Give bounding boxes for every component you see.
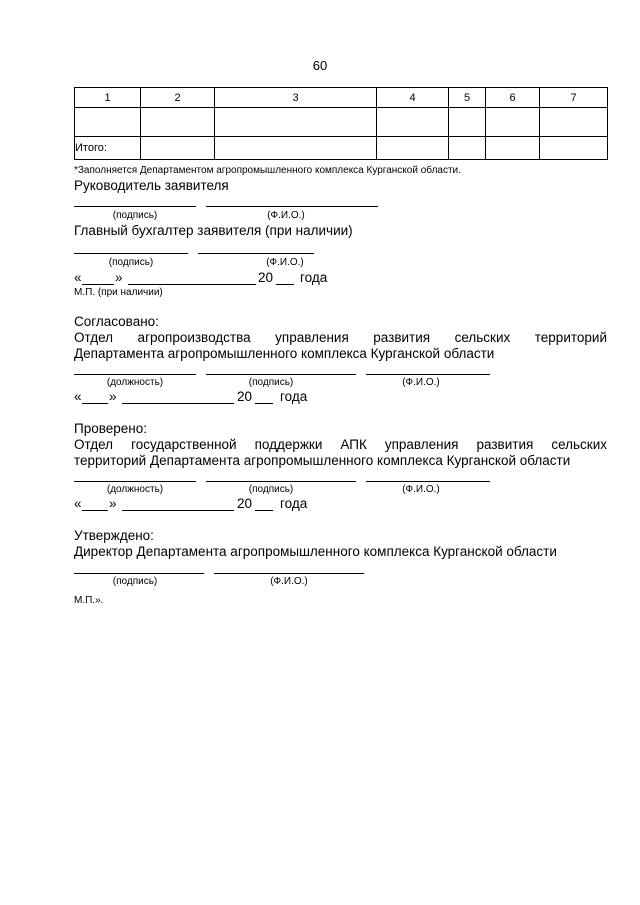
stamp-note: М.П.». bbox=[74, 595, 104, 606]
column-header: 6 bbox=[486, 88, 540, 108]
fio-label: (Ф.И.О.) bbox=[270, 576, 308, 587]
column-header: 7 bbox=[540, 88, 608, 108]
checked-heading: Проверено: bbox=[74, 421, 147, 436]
checked-department-line1: Отдел государственной поддержки АПК управления развития сельских bbox=[74, 437, 607, 452]
total-label: Итого: bbox=[75, 137, 141, 160]
table-cell bbox=[141, 108, 215, 137]
signature-line bbox=[74, 573, 204, 574]
stamp-note: М.П. (при наличии) bbox=[74, 287, 163, 298]
table-cell bbox=[215, 137, 377, 160]
agreed-department-line1: Отдел агропроизводства управления развития сельских территорий bbox=[74, 330, 607, 345]
table-cell bbox=[540, 137, 608, 160]
signature-line bbox=[206, 374, 356, 375]
table-cell bbox=[377, 137, 449, 160]
date-line: « » 20 года bbox=[74, 389, 308, 404]
chief-accountant-title: Главный бухгалтер заявителя (при наличии) bbox=[74, 223, 353, 238]
table-cell bbox=[377, 108, 449, 137]
column-header: 2 bbox=[141, 88, 215, 108]
checked-department-line2: территорий Департамента агропромышленного комплекса Курганской области bbox=[74, 453, 571, 468]
footnote: *Заполняется Департаментом агропромышленного комплекса Курганской области. bbox=[74, 165, 461, 176]
table-cell bbox=[449, 137, 486, 160]
table-cell bbox=[486, 108, 540, 137]
fio-label: (Ф.И.О.) bbox=[266, 257, 304, 268]
signature-line bbox=[74, 206, 196, 207]
column-header: 3 bbox=[215, 88, 377, 108]
fio-line bbox=[206, 206, 378, 207]
fio-label: (Ф.И.О.) bbox=[402, 484, 440, 495]
table-cell bbox=[486, 137, 540, 160]
table-cell bbox=[141, 137, 215, 160]
signature-label: (подпись) bbox=[248, 484, 294, 495]
column-header: 4 bbox=[377, 88, 449, 108]
date-line: « » 20 года bbox=[74, 496, 308, 511]
fio-line bbox=[366, 374, 490, 375]
table-cell bbox=[215, 108, 377, 137]
fio-label: (Ф.И.О.) bbox=[402, 377, 440, 388]
agreed-department-line2: Департамента агропромышленного комплекса Курганской области bbox=[74, 346, 495, 361]
column-header: 5 bbox=[449, 88, 486, 108]
signature-line bbox=[206, 481, 356, 482]
approved-director-line: Директор Департамента агропромышленного комплекса Курганской области bbox=[74, 544, 557, 559]
fio-label: (Ф.И.О.) bbox=[267, 210, 305, 221]
table-cell bbox=[449, 108, 486, 137]
table-header-row bbox=[75, 88, 608, 108]
signature-line bbox=[74, 253, 188, 254]
position-label: (должность) bbox=[106, 377, 164, 388]
data-table bbox=[74, 87, 608, 160]
applicant-head-title: Руководитель заявителя bbox=[74, 178, 229, 193]
signature-label: (подпись) bbox=[108, 257, 154, 268]
agreed-heading: Согласовано: bbox=[74, 314, 159, 329]
signature-label: (подпись) bbox=[112, 576, 158, 587]
fio-line bbox=[366, 481, 490, 482]
approved-heading: Утверждено: bbox=[74, 528, 154, 543]
table-total-row bbox=[75, 137, 608, 160]
fio-line bbox=[214, 573, 364, 574]
position-line bbox=[74, 374, 196, 375]
date-line: « » 20 года bbox=[74, 270, 328, 285]
table-row bbox=[75, 108, 608, 137]
signature-label: (подпись) bbox=[112, 210, 158, 221]
column-header: 1 bbox=[75, 88, 141, 108]
signature-label: (подпись) bbox=[248, 377, 294, 388]
table-cell bbox=[540, 108, 608, 137]
page-number: 60 bbox=[312, 58, 328, 73]
table-cell bbox=[75, 108, 141, 137]
fio-line bbox=[198, 253, 314, 254]
position-line bbox=[74, 481, 196, 482]
position-label: (должность) bbox=[106, 484, 164, 495]
